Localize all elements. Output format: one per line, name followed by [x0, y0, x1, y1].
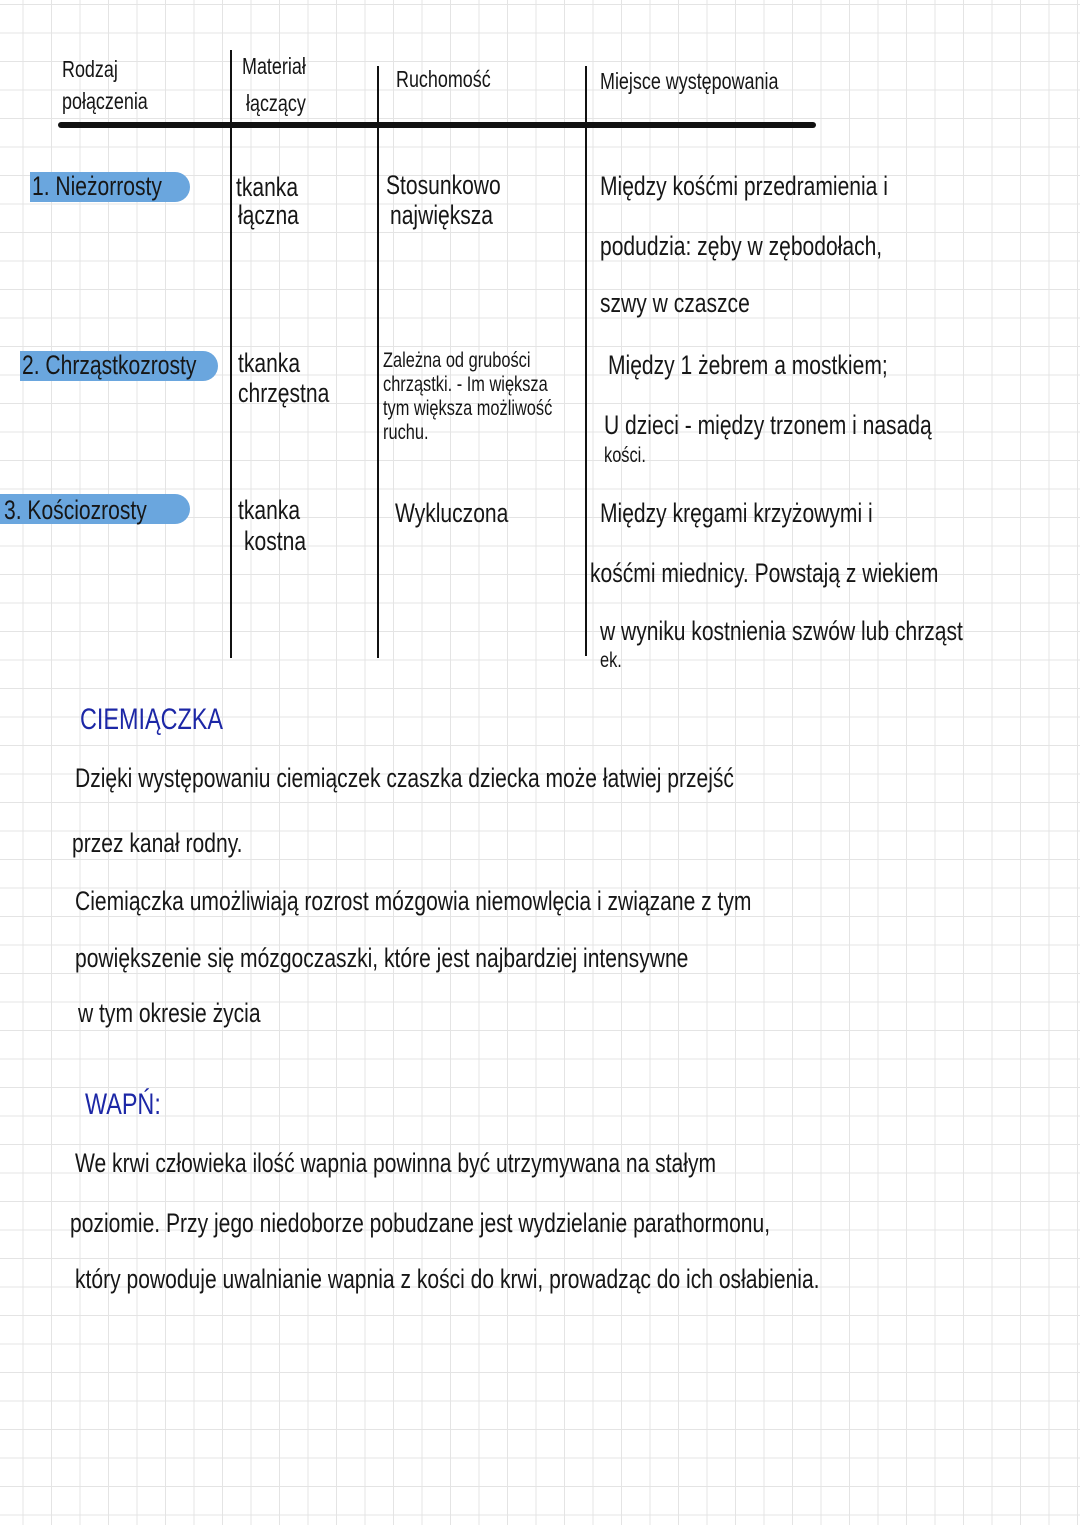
row-location: U dzieci - między trzonem i nasadą — [604, 410, 932, 440]
row-mobility: największa — [390, 200, 494, 230]
row-location: szwy w czaszce — [600, 288, 750, 318]
row-material: tkanka — [236, 172, 299, 202]
section-title: WAPŃ: — [85, 1088, 161, 1121]
row-mobility: ruchu. — [383, 421, 429, 444]
column-divider — [377, 66, 379, 658]
header-type-2: połączenia — [62, 88, 148, 114]
header-material-2: łączący — [246, 90, 306, 116]
column-divider — [230, 50, 232, 658]
row-location: w wyniku kostnienia szwów lub chrząst — [600, 616, 963, 646]
row-mobility: Zależna od grubości — [383, 349, 531, 372]
row-location: ek. — [600, 649, 622, 672]
row-mobility: tym większa możliwość — [383, 397, 553, 420]
paragraph-line: Ciemiączka umożliwiają rozrost mózgowia niemowlęcia i związane z tym — [75, 886, 752, 916]
row-type: 1. Nieżorrosty — [32, 171, 162, 201]
paragraph-line: który powoduje uwalnianie wapnia z kości do krwi, prowadząc do ich osłabienia. — [75, 1264, 820, 1294]
header-mobility: Ruchomość — [396, 66, 491, 92]
row-material: tkanka — [238, 495, 301, 525]
row-type: 3. Kościozrosty — [4, 495, 147, 525]
row-mobility: chrząstki. - Im większa — [383, 373, 548, 396]
paragraph-line: Dzięki występowaniu ciemiączek czaszka dziecka może łatwiej przejść — [75, 763, 734, 793]
header-location: Miejsce występowania — [600, 68, 779, 94]
paragraph-line: przez kanał rodny. — [72, 828, 243, 858]
row-location: Między 1 żebrem a mostkiem; — [608, 350, 888, 380]
paragraph-line: powiększenie się mózgoczaszki, które jest najbardziej intensywne — [75, 943, 689, 973]
paragraph-line: We krwi człowieka ilość wapnia powinna być utrzymywana na stałym — [75, 1148, 717, 1178]
row-location: Między kręgami krzyżowymi i — [600, 498, 873, 528]
paragraph-line: poziomie. Przy jego niedoborze pobudzane jest wydzielanie parathormonu, — [70, 1208, 771, 1238]
row-material: łączna — [238, 200, 299, 230]
row-material: chrzęstna — [238, 378, 330, 408]
row-location: kośćmi miednicy. Powstają z wiekiem — [590, 558, 939, 588]
header-material-1: Materiał — [242, 53, 306, 79]
row-material: tkanka — [238, 348, 301, 378]
column-divider — [585, 66, 587, 656]
header-divider — [58, 122, 816, 128]
paragraph-line: w tym okresie życia — [78, 998, 261, 1028]
row-mobility: Stosunkowo — [386, 170, 501, 200]
row-location: Między kośćmi przedramienia i — [600, 171, 888, 201]
row-material: kostna — [244, 526, 307, 556]
row-location: kości. — [604, 444, 646, 467]
row-location: podudzia: zęby w zębodołach, — [600, 231, 883, 261]
header-type-1: Rodzaj — [62, 56, 118, 82]
section-title: CIEMIĄCZKA — [80, 703, 224, 736]
row-type: 2. Chrząstkozrosty — [22, 350, 197, 380]
row-mobility: Wykluczona — [395, 498, 509, 528]
